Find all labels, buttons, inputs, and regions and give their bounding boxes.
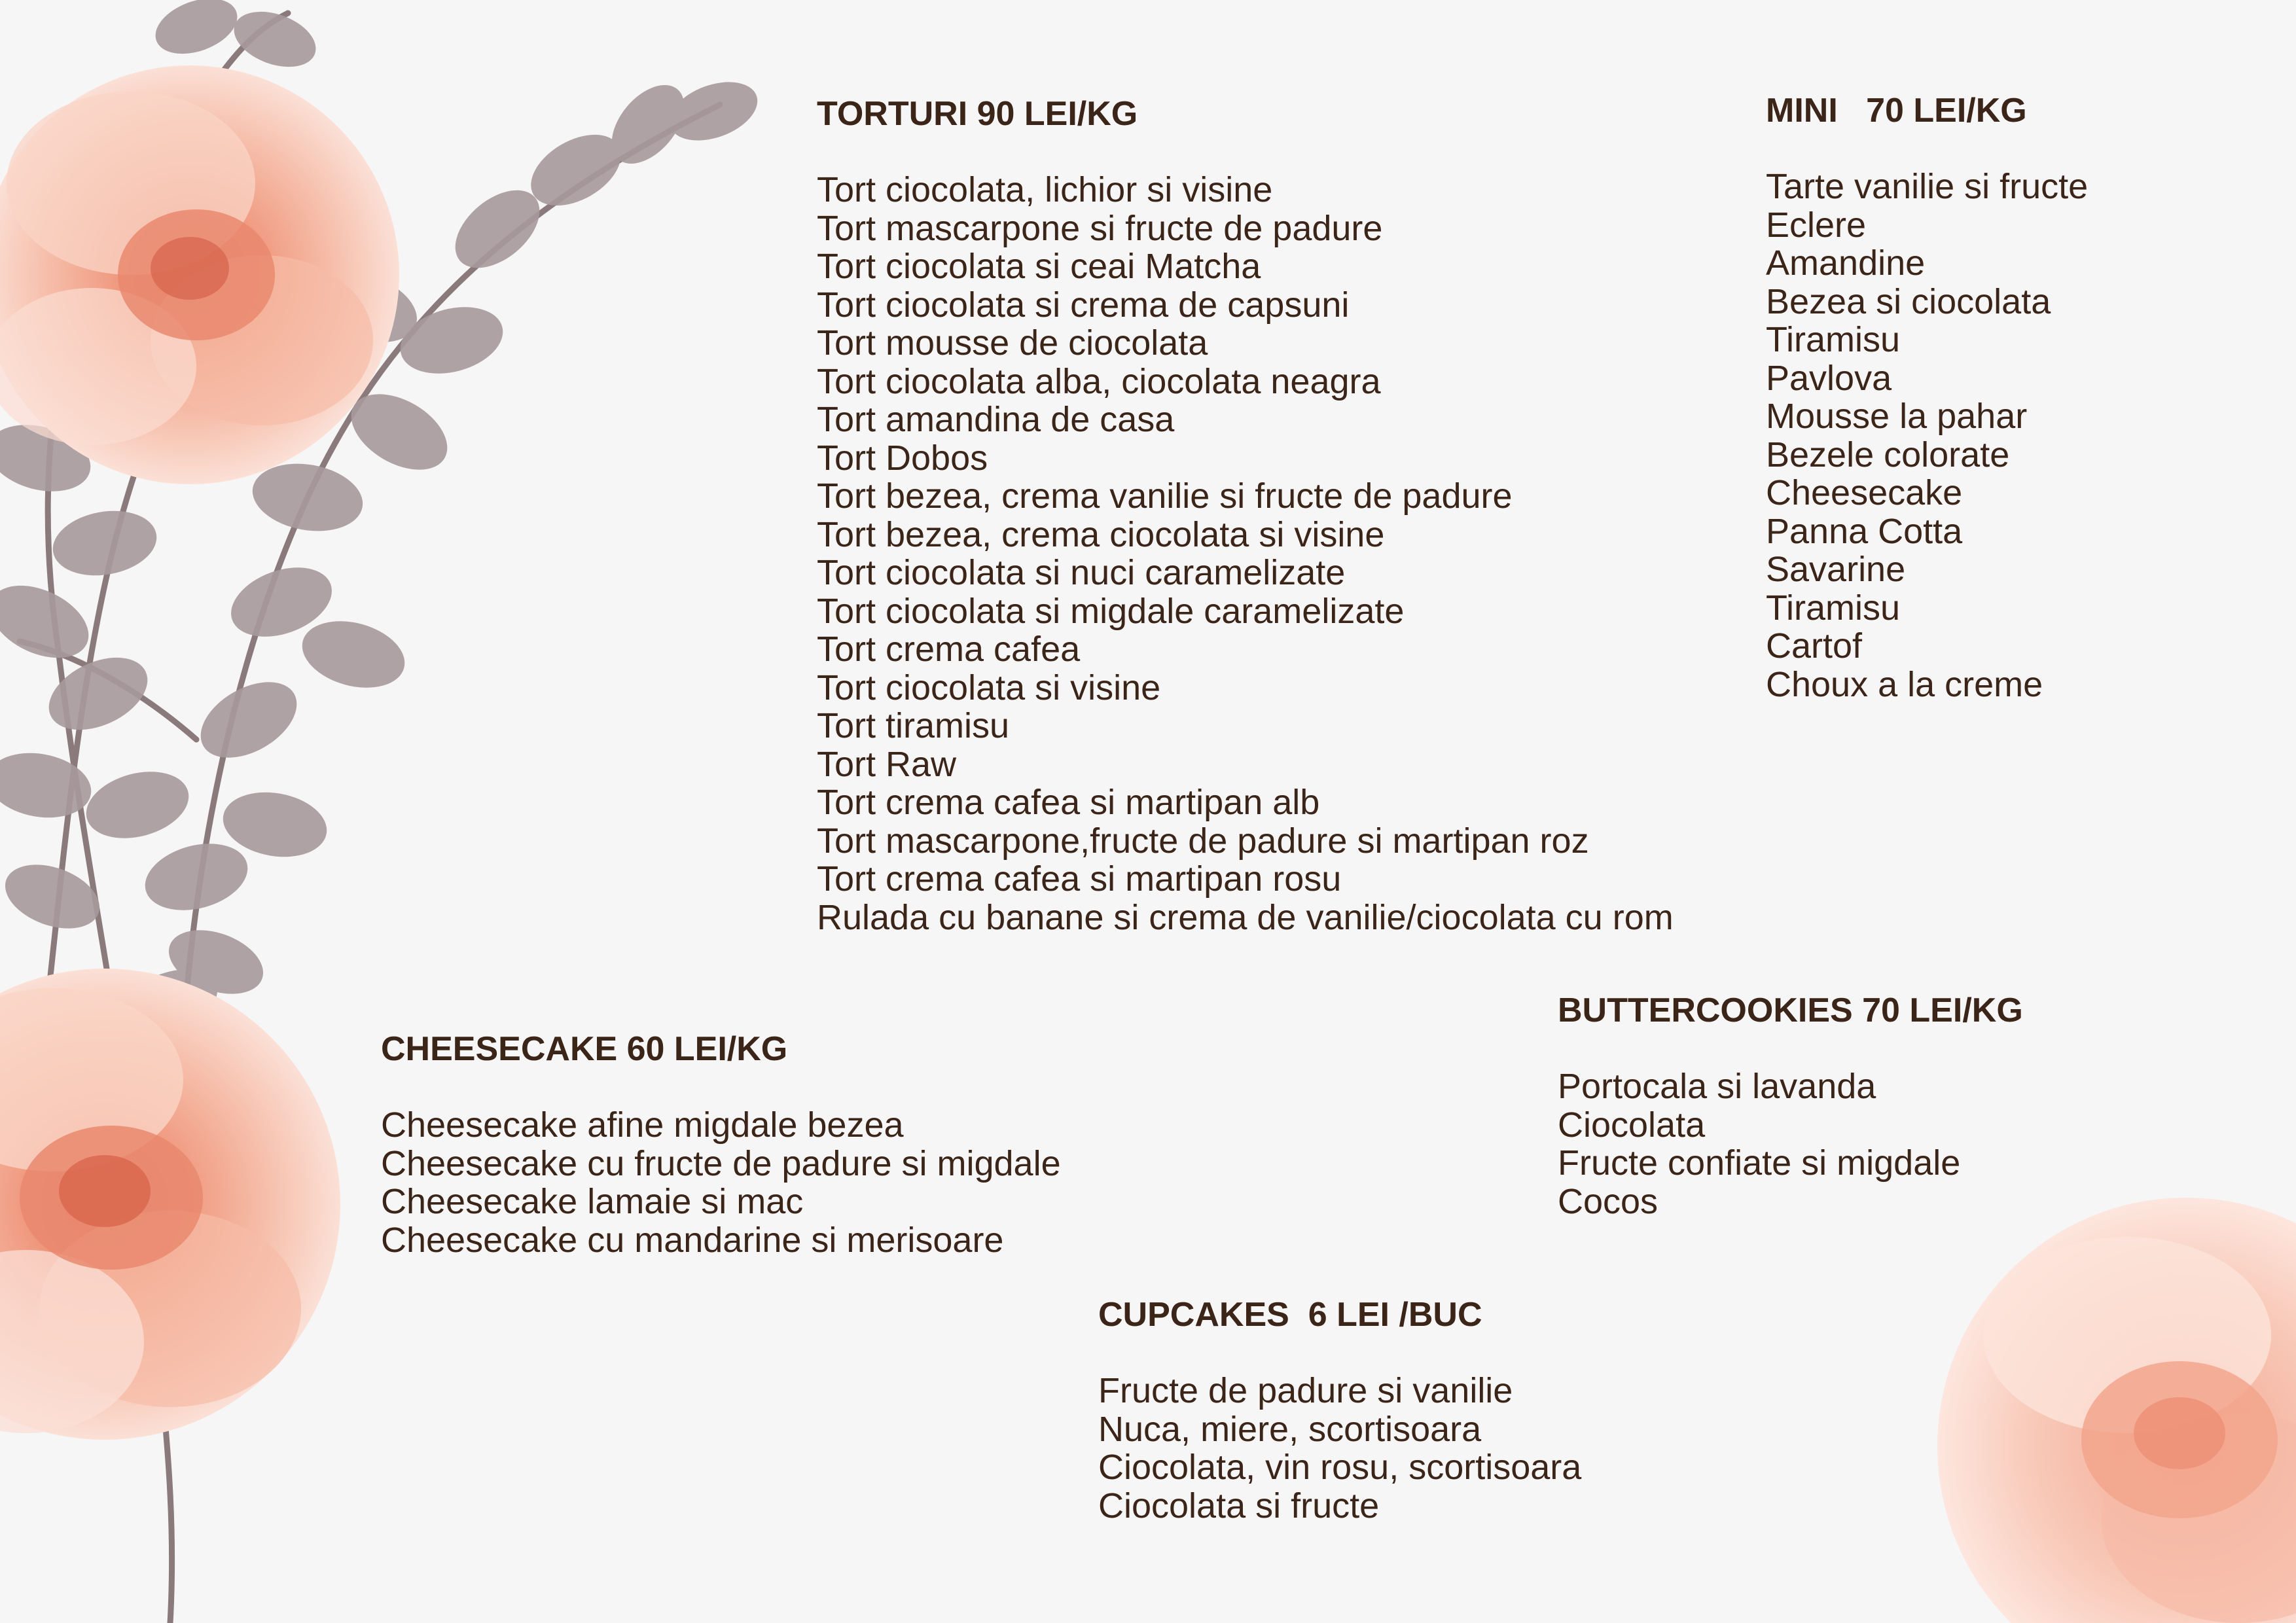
list-item: Tort Dobos xyxy=(817,438,988,478)
list-item: Tort mascarpone,fructe de padure si martipan roz xyxy=(817,821,1589,861)
pink-rose-icon xyxy=(0,65,399,484)
list-item: Tort ciocolata si crema de capsuni xyxy=(817,285,1350,325)
list-item: Tiramisu xyxy=(1766,320,1901,359)
list-item: Bezea si ciocolata xyxy=(1766,281,2051,321)
section-cupcakes xyxy=(1098,1296,1581,1525)
list-item: Savarine xyxy=(1766,550,1906,589)
list-item: Tort bezea, crema vanilie si fructe de padure xyxy=(817,476,1513,516)
list-item: Ciocolata xyxy=(1558,1105,1706,1145)
list-item: Cheesecake xyxy=(1766,473,1963,512)
pink-rose-icon xyxy=(1937,1198,2296,1623)
list-item: Portocala si lavanda xyxy=(1558,1067,1876,1106)
section-buttercookies xyxy=(1558,991,2023,1221)
section-title-cupcakes: CUPCAKES 6 LEI /BUC xyxy=(1098,1296,1482,1334)
list-item: Cheesecake cu fructe de padure si migdale xyxy=(381,1143,1061,1183)
section-title-torturi: TORTURI 90 LEI/KG xyxy=(817,95,1138,133)
item-list-buttercookies xyxy=(1558,1067,2023,1221)
section-mini xyxy=(1766,92,2088,704)
list-item: Tort mascarpone si fructe de padure xyxy=(817,208,1383,248)
list-item: Tort mousse de ciocolata xyxy=(817,323,1208,363)
list-item: Mousse la pahar xyxy=(1766,397,2028,436)
list-item: Tort ciocolata si migdale caramelizate xyxy=(817,591,1405,631)
list-item: Rulada cu banane si crema de vanilie/ciocolata cu rom xyxy=(817,897,1674,937)
section-torturi xyxy=(817,95,1674,936)
list-item: Tort amandina de casa xyxy=(817,400,1175,439)
list-item: Cheesecake lamaie si mac xyxy=(381,1182,804,1221)
list-item: Ciocolata, vin rosu, scortisoara xyxy=(1098,1448,1582,1487)
section-title-buttercookies: BUTTERCOOKIES 70 LEI/KG xyxy=(1558,991,2023,1029)
list-item: Tort crema cafea xyxy=(817,630,1081,669)
list-item: Tort crema cafea si martipan rosu xyxy=(817,859,1342,899)
list-item: Tort ciocolata alba, ciocolata neagra xyxy=(817,361,1381,401)
item-list-cheesecake xyxy=(381,1106,1061,1259)
list-item: Nuca, miere, scortisoara xyxy=(1098,1409,1482,1449)
section-title-mini: MINI 70 LEI/KG xyxy=(1766,92,2027,130)
list-item: Cocos xyxy=(1558,1181,1659,1221)
list-item: Tarte vanilie si fructe xyxy=(1766,167,2089,206)
item-list-torturi xyxy=(817,171,1674,936)
list-item: Tort ciocolata si nuci caramelizate xyxy=(817,553,1346,592)
pink-rose-icon xyxy=(0,969,340,1440)
list-item: Cheesecake cu mandarine si merisoare xyxy=(381,1220,1004,1260)
list-item: Tort Raw xyxy=(817,744,957,784)
list-item: Tort tiramisu xyxy=(817,706,1010,745)
list-item: Eclere xyxy=(1766,205,1867,245)
list-item: Cartof xyxy=(1766,626,1863,666)
section-cheesecake xyxy=(381,1030,1061,1259)
list-item: Tort crema cafea si martipan alb xyxy=(817,783,1320,822)
list-item: Tort ciocolata, lichior si visine xyxy=(817,170,1273,209)
list-item: Fructe de padure si vanilie xyxy=(1098,1371,1513,1410)
list-item: Panna Cotta xyxy=(1766,511,1963,551)
list-item: Tort bezea, crema ciocolata si visine xyxy=(817,514,1385,554)
list-item: Ciocolata si fructe xyxy=(1098,1486,1380,1525)
item-list-cupcakes xyxy=(1098,1372,1581,1525)
list-item: Bezele colorate xyxy=(1766,435,2010,474)
list-item: Tort ciocolata si visine xyxy=(817,668,1161,707)
list-item: Amandine xyxy=(1766,243,1926,283)
list-item: Fructe confiate si migdale xyxy=(1558,1143,1961,1183)
list-item: Tiramisu xyxy=(1766,588,1901,628)
item-list-mini xyxy=(1766,168,2088,704)
list-item: Choux a la creme xyxy=(1766,664,2043,704)
list-item: Tort ciocolata si ceai Matcha xyxy=(817,247,1261,286)
section-title-cheesecake: CHEESECAKE 60 LEI/KG xyxy=(381,1030,788,1068)
list-item: Cheesecake afine migdale bezea xyxy=(381,1105,904,1145)
list-item: Pavlova xyxy=(1766,358,1892,398)
